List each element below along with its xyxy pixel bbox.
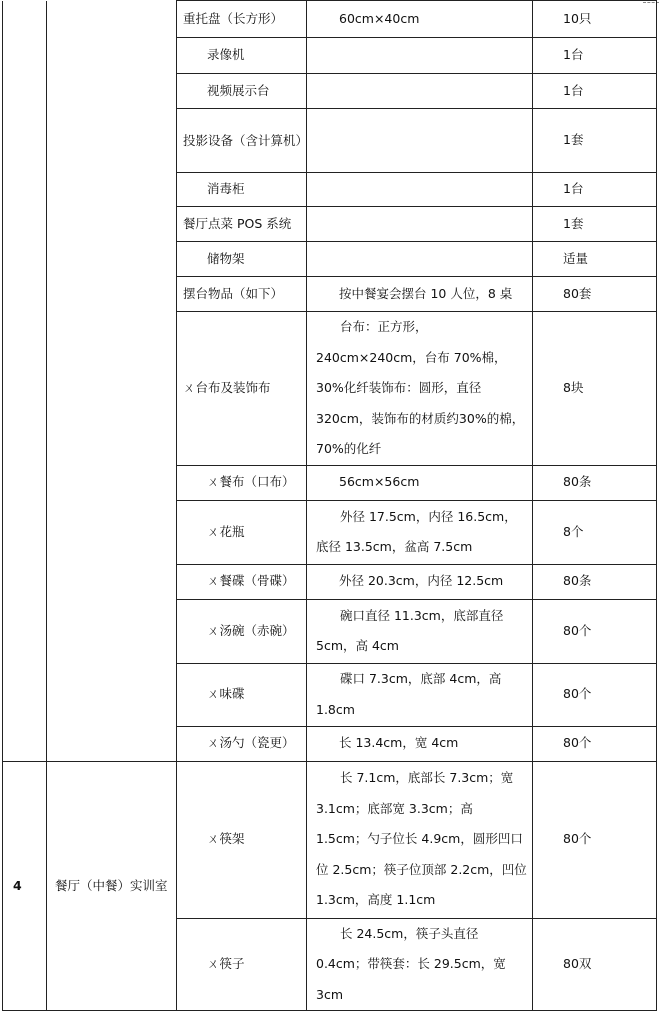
- item-name: ㄨ台布及装饰布: [177, 312, 307, 466]
- item-qty: 1台: [533, 38, 657, 74]
- item-spec: 碟口 7.3cm，底部 4cm，高 1.8cm: [307, 663, 533, 726]
- item-qty: 80个: [533, 761, 657, 918]
- room-name-cell-continued: [47, 1, 177, 762]
- item-qty: 80个: [533, 663, 657, 726]
- item-name: 餐厅点菜 POS 系统: [177, 207, 307, 242]
- item-spec: 56cm×56cm: [307, 465, 533, 500]
- item-spec: 长 24.5cm，筷子头直径 0.4cm；带筷套：长 29.5cm，宽 3cm: [307, 918, 533, 1011]
- item-name: 摆台物品（如下）: [177, 277, 307, 312]
- item-qty: 80个: [533, 726, 657, 761]
- room-name: 餐厅（中餐）实训室: [47, 761, 177, 1011]
- item-spec: 台布：正方形，240cm×240cm，台布 70%棉，30%化纤装饰布：圆形，直径 320cm，装饰布的材质约30%的棉，70%的化纤: [307, 312, 533, 466]
- item-spec: 长 13.4cm，宽 4cm: [307, 726, 533, 761]
- item-name: 重托盘（长方形）: [177, 1, 307, 38]
- item-spec: [307, 173, 533, 207]
- item-spec: 外径 20.3cm，内径 12.5cm: [307, 564, 533, 599]
- item-name: ㄨ汤碗（赤碗）: [177, 599, 307, 663]
- item-name: ㄨ味碟: [177, 663, 307, 726]
- item-name: ㄨ餐布（口布）: [177, 465, 307, 500]
- item-name: 储物架: [177, 242, 307, 277]
- item-spec: [307, 74, 533, 109]
- item-name: 视频展示台: [177, 74, 307, 109]
- item-spec: 外径 17.5cm，内径 16.5cm，底径 13.5cm，盆高 7.5cm: [307, 500, 533, 564]
- item-name: ㄨ花瓶: [177, 500, 307, 564]
- item-qty: 1套: [533, 207, 657, 242]
- item-qty: 8个: [533, 500, 657, 564]
- item-name: ㄨ餐碟（骨碟）: [177, 564, 307, 599]
- item-qty: 80条: [533, 564, 657, 599]
- item-spec: 按中餐宴会摆台 10 人位，8 桌: [307, 277, 533, 312]
- item-name: 录像机: [177, 38, 307, 74]
- item-spec: 60cm×40cm: [307, 1, 533, 38]
- item-name: ㄨ汤勺（瓷更）: [177, 726, 307, 761]
- room-number: 4: [3, 761, 47, 1011]
- item-spec: [307, 207, 533, 242]
- item-qty: 1台: [533, 74, 657, 109]
- item-qty: 80条: [533, 465, 657, 500]
- item-name: ㄨ筷架: [177, 761, 307, 918]
- table-row: [3, 761, 657, 918]
- item-qty: 1套: [533, 109, 657, 173]
- item-qty: 适量: [533, 242, 657, 277]
- equipment-table: [2, 0, 657, 1011]
- item-name: ㄨ筷子: [177, 918, 307, 1011]
- item-qty: 80套: [533, 277, 657, 312]
- item-spec: [307, 109, 533, 173]
- item-spec: 碗口直径 11.3cm，底部直径 5cm，高 4cm: [307, 599, 533, 663]
- item-spec: [307, 242, 533, 277]
- item-spec: 长 7.1cm，底部长 7.3cm；宽 3.1cm；底部宽 3.3cm；高 1.5cm；勺子位长 4.9cm，圆形凹口位 2.5cm；筷子位顶部 2.2cm，凹位 1.3cm，高度 1.1cm: [307, 761, 533, 918]
- item-spec: [307, 38, 533, 74]
- item-qty: 8块: [533, 312, 657, 466]
- item-name: 投影设备（含计算机）: [177, 109, 307, 173]
- room-number-cell-continued: [3, 1, 47, 762]
- item-qty: 10只: [533, 1, 657, 38]
- item-qty: 80双: [533, 918, 657, 1011]
- item-qty: 80个: [533, 599, 657, 663]
- item-name: 消毒柜: [177, 173, 307, 207]
- item-qty: 1台: [533, 173, 657, 207]
- table-row: [3, 1, 657, 38]
